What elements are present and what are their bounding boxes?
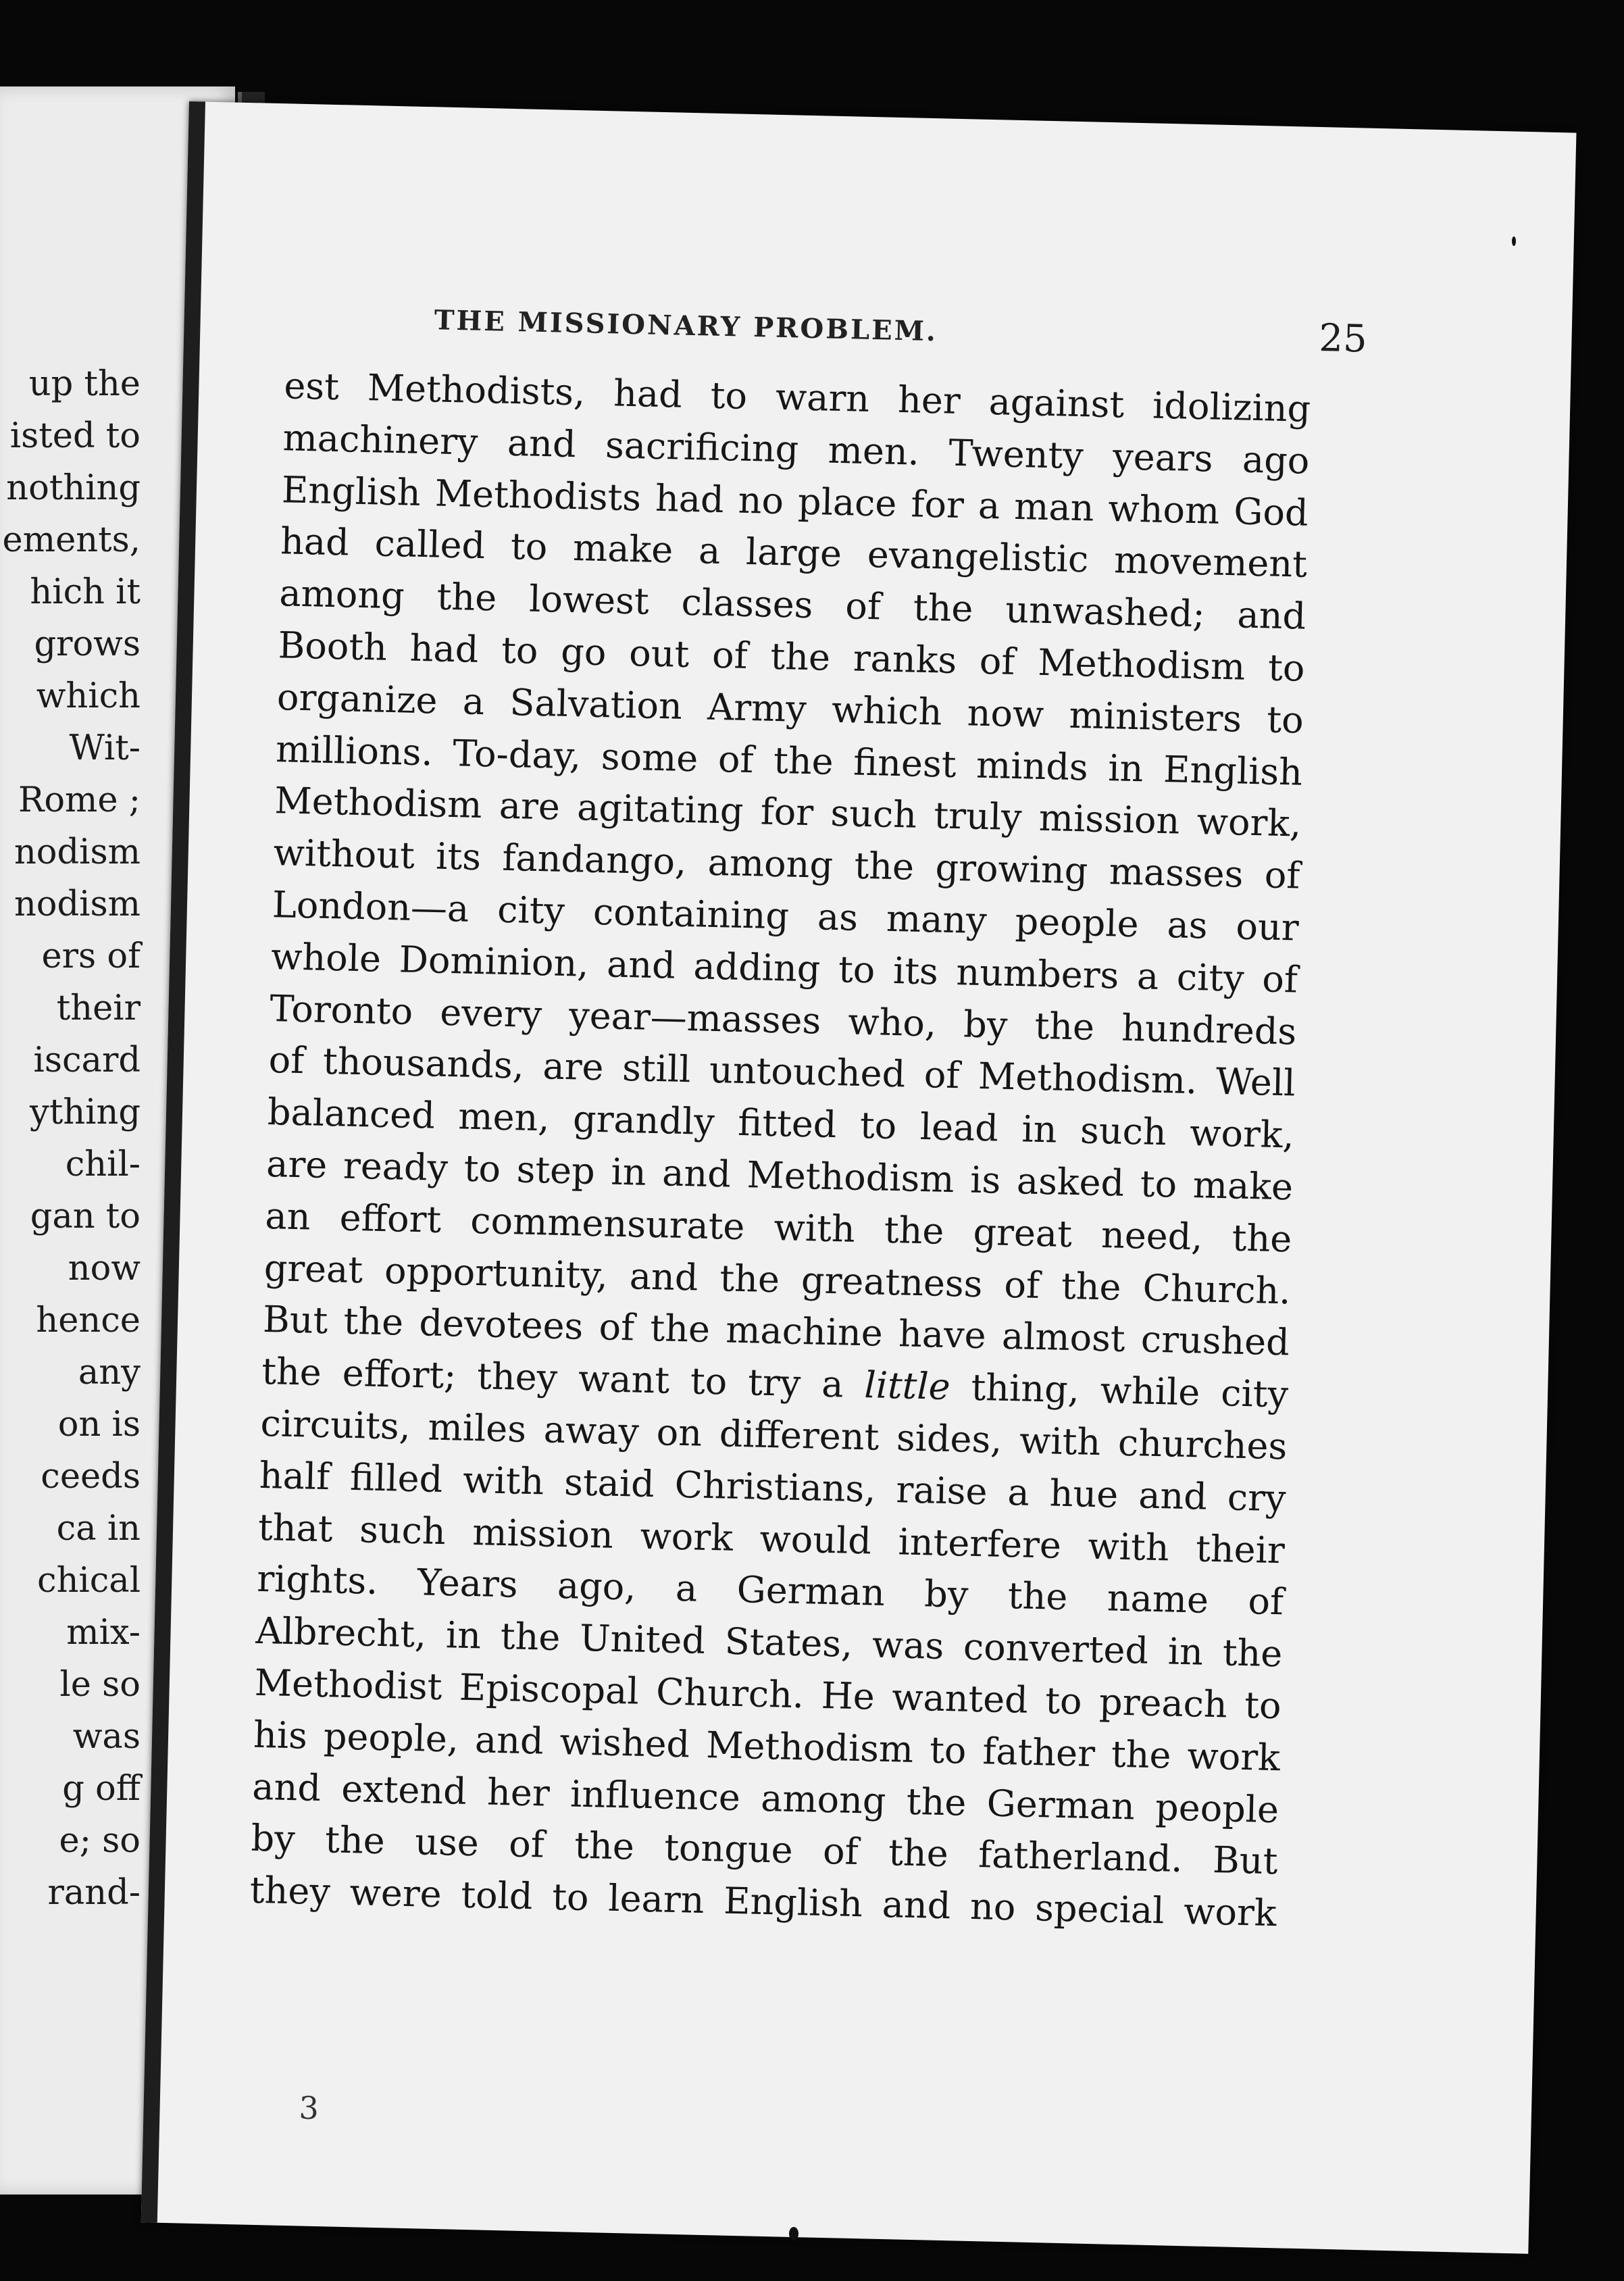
- facing-page-line: ements,: [2, 520, 141, 560]
- text-line: had called to make a large evangelistic movement: [280, 520, 1308, 586]
- text-line: balanced men, grandly fitted to lead in such work,: [267, 1091, 1295, 1157]
- text-line: circuits, miles away on different sides, with churches: [259, 1401, 1288, 1468]
- text-line: of thousands, are still untouched of Methodism. Well: [268, 1038, 1296, 1105]
- running-head: THE MISSIONARY PROBLEM.: [434, 304, 938, 348]
- text-line: his people, and wished Methodism to father the work: [253, 1713, 1281, 1779]
- facing-page-line: Wit-: [69, 728, 141, 768]
- facing-page-line: their: [56, 988, 141, 1028]
- text-line: organize a Salvation Army which now ministers to: [276, 675, 1304, 742]
- facing-page-line: chil-: [65, 1145, 141, 1184]
- emphasis: little: [863, 1363, 951, 1409]
- text-line: and extend her influence among the German people: [251, 1765, 1279, 1831]
- facing-page-line: hich it: [30, 572, 141, 612]
- facing-page-line: le so: [59, 1665, 141, 1705]
- text-line: est Methodists, had to warn her against idolizing: [283, 364, 1311, 430]
- facing-page-line: ceeds: [41, 1457, 141, 1497]
- text-line: whole Dominion, and adding to its numbers a city of: [270, 934, 1298, 1001]
- scan-speck: [789, 2227, 798, 2240]
- facing-page-line: ything: [30, 1093, 141, 1132]
- text-line: Toronto every year—masses who, by the hundreds: [269, 986, 1297, 1053]
- facing-page-line: grows: [34, 624, 141, 664]
- facing-page-line: nodism: [14, 832, 141, 872]
- body-text: [249, 360, 1311, 1940]
- facing-page-line: Rome ;: [18, 780, 141, 820]
- facing-page-line: iscard: [33, 1041, 141, 1080]
- facing-page-line: any: [78, 1353, 141, 1393]
- text-line: half filled with staid Christians, raise a hue and cry: [259, 1453, 1287, 1520]
- text-line: without its fandango, among the growing masses of: [273, 831, 1301, 897]
- facing-page-line: up the: [28, 364, 141, 404]
- text-line: Booth had to go out of the ranks of Methodism to: [278, 624, 1306, 690]
- scan-speck: [1512, 236, 1516, 246]
- facing-page-line: isted to: [9, 416, 141, 456]
- text-line: among the lowest classes of the unwashed; and: [278, 572, 1306, 638]
- text-line: an effort commensurate with the great need, the: [264, 1194, 1292, 1261]
- text-line: millions. To-day, some of the finest minds in English: [275, 727, 1303, 794]
- text-line: Albrecht, in the United States, was converted in the: [255, 1609, 1283, 1676]
- text-line: But the devotees of the machine have almost crushed: [262, 1298, 1290, 1364]
- text-line: English Methodists had no place for a man whom God: [281, 468, 1309, 534]
- text-line: great opportunity, and the greatness of the Church.: [263, 1246, 1292, 1312]
- text-line: Methodism are agitating for such truly mission work,: [274, 779, 1302, 845]
- facing-page-line: e; so: [59, 1821, 141, 1861]
- facing-page-line: nothing: [6, 468, 141, 508]
- text-line: machinery and sacrificing men. Twenty years ago: [282, 416, 1311, 482]
- facing-page-line: rand-: [47, 1873, 141, 1913]
- facing-page-line: ca in: [56, 1509, 141, 1549]
- text-line: London—a city containing as many people as our: [272, 883, 1300, 949]
- facing-page-line: on is: [57, 1405, 141, 1445]
- book-page: [141, 101, 1577, 2254]
- facing-page-line: ers of: [41, 936, 141, 976]
- text-line: they were told to learn English and no special work: [249, 1868, 1277, 1935]
- text-line: by the use of the tongue of the fatherland. But: [250, 1817, 1279, 1883]
- facing-page-line: now: [68, 1249, 141, 1288]
- text-line: that such mission work would interfere with their: [257, 1505, 1286, 1572]
- facing-page-line: which: [36, 676, 141, 716]
- text-line: are ready to step in and Methodism is asked to make: [265, 1142, 1294, 1209]
- signature-mark: 3: [299, 2089, 320, 2127]
- facing-page-line: mix-: [66, 1613, 141, 1653]
- facing-page-line: hence: [36, 1301, 141, 1340]
- text-line: Methodist Episcopal Church. He wanted to preach to: [254, 1661, 1282, 1728]
- text-line: the effort; they want to try a little thing, while city: [261, 1350, 1289, 1416]
- text-line: rights. Years ago, a German by the name of: [256, 1557, 1284, 1624]
- facing-page-line: was: [72, 1717, 141, 1757]
- facing-page-line: g off: [62, 1769, 141, 1809]
- page-number: 25: [1318, 316, 1368, 361]
- facing-page-line: nodism: [14, 884, 141, 924]
- facing-page-line: chical: [37, 1561, 141, 1601]
- facing-page-line: gan to: [30, 1197, 141, 1236]
